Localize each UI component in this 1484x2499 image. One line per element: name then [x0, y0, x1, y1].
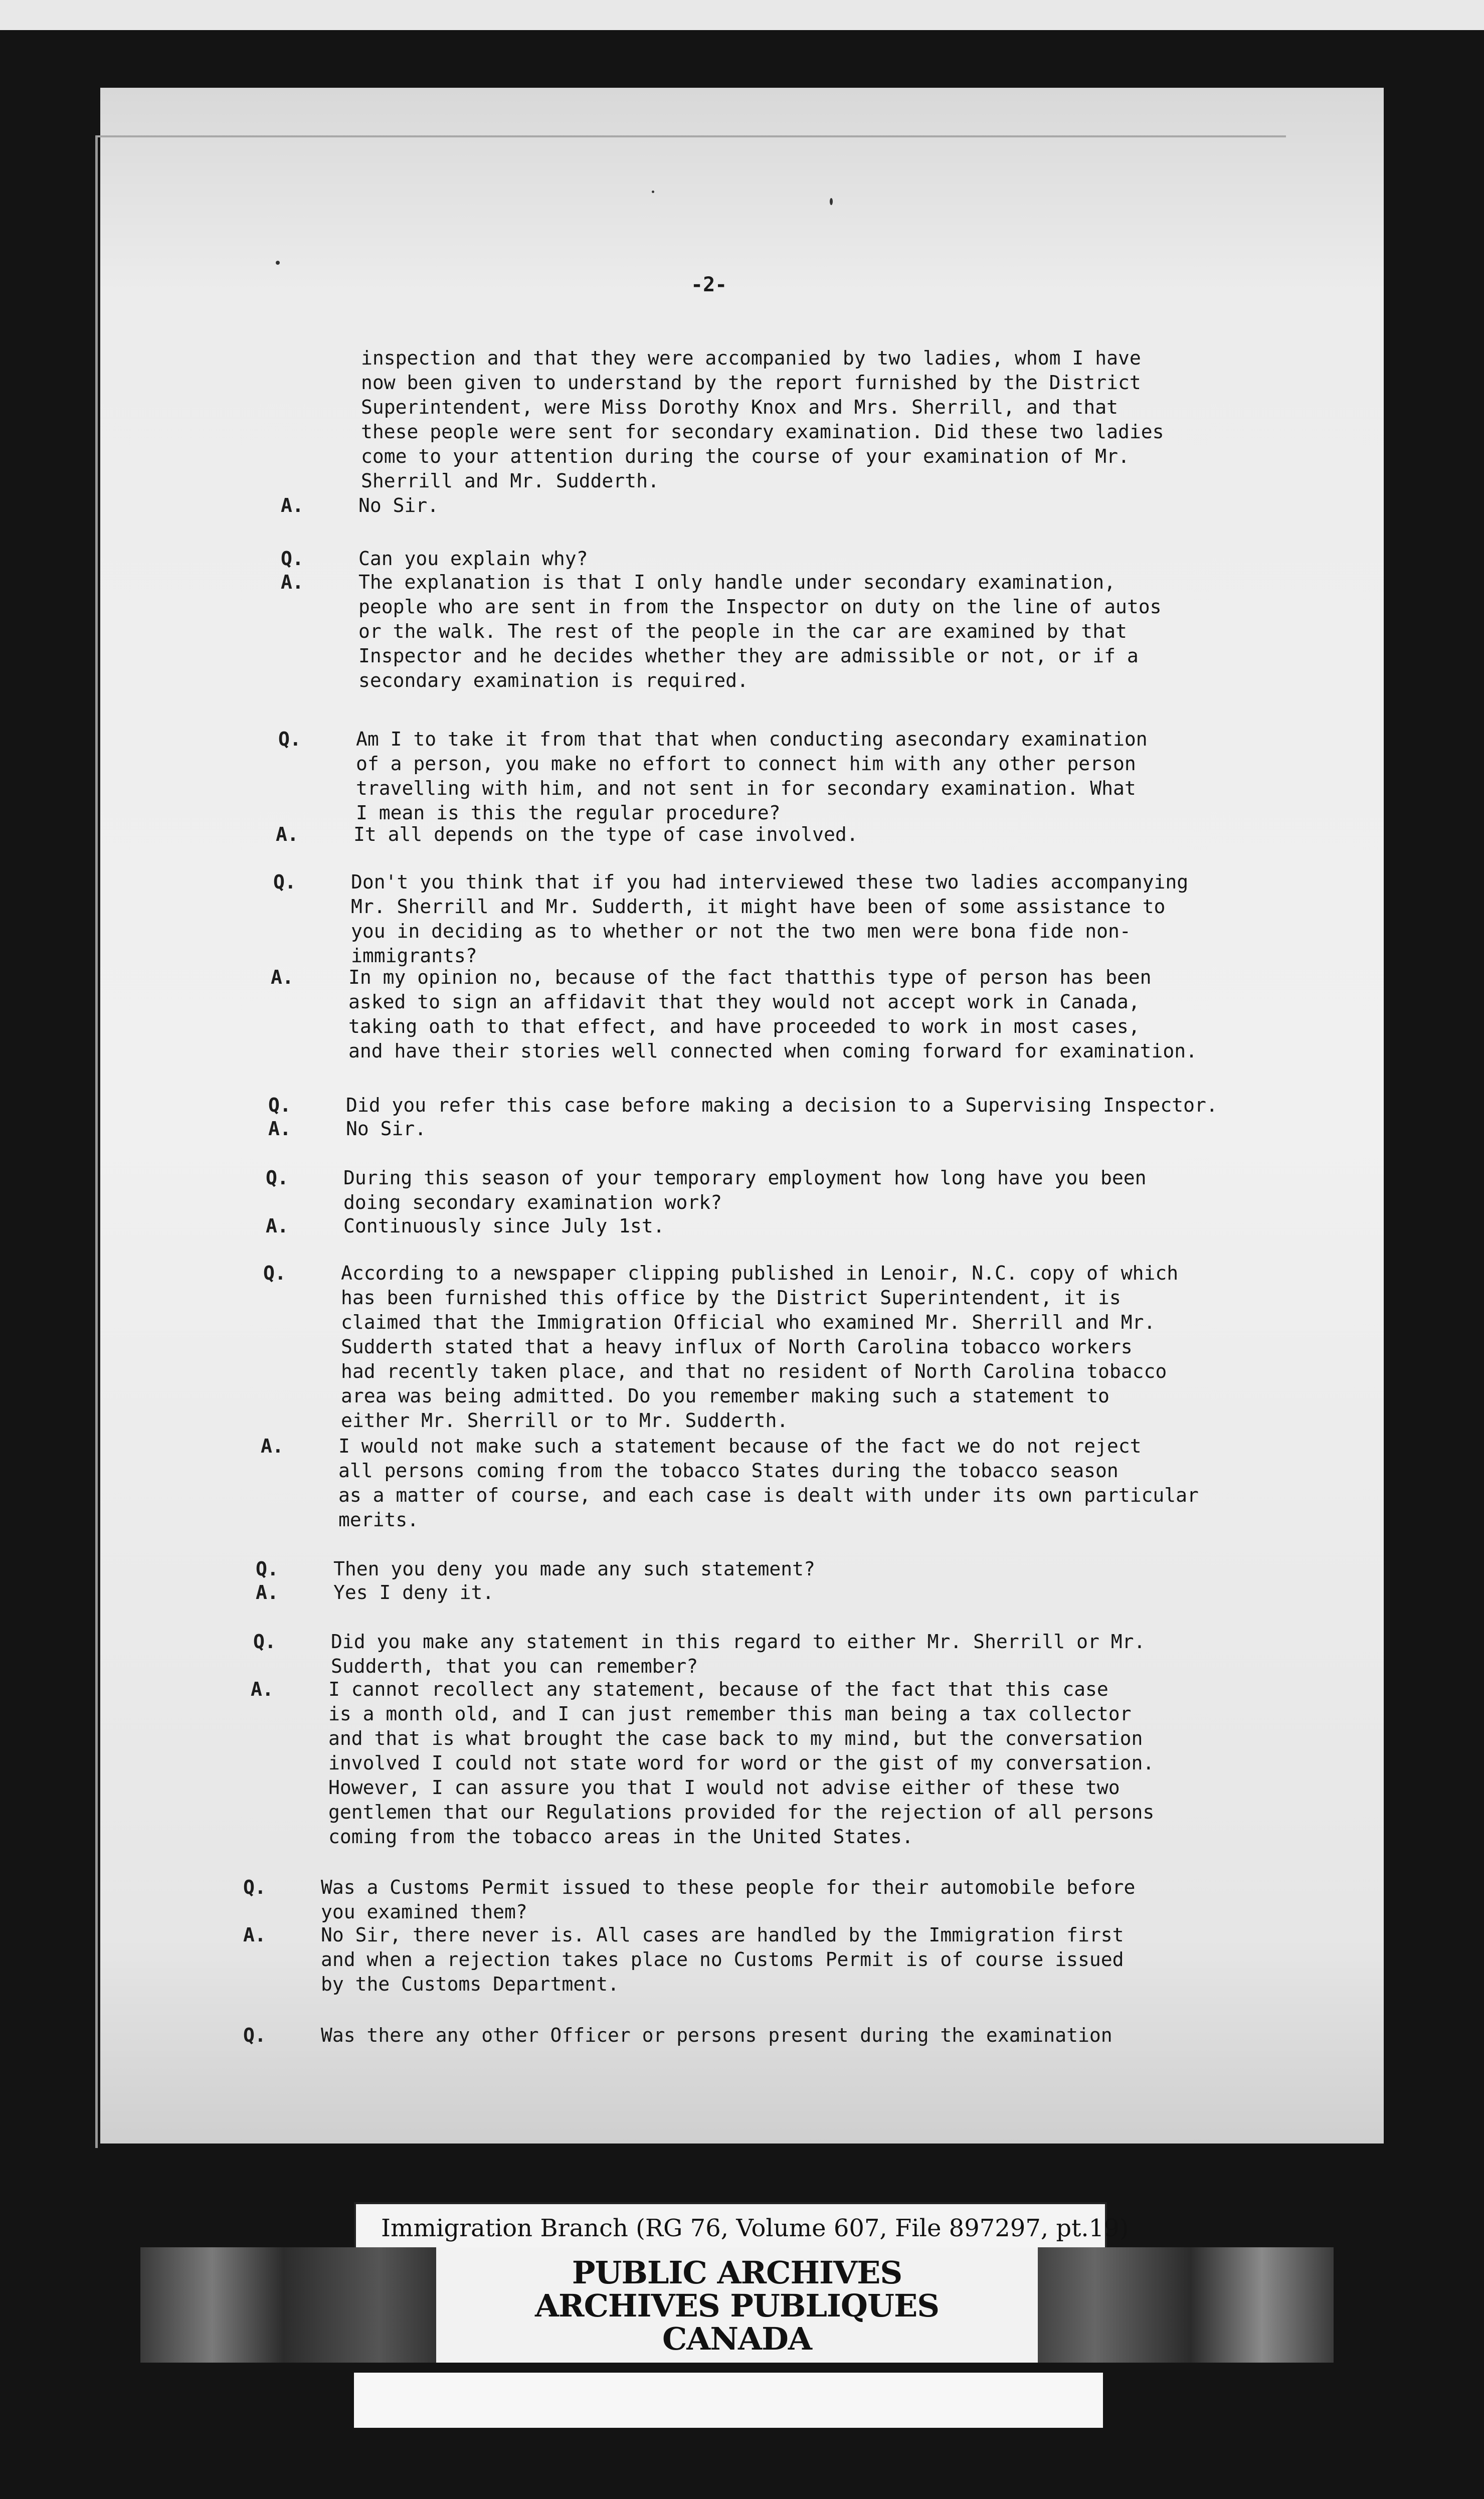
film-speck: [652, 191, 654, 193]
qa-line: [0, 1434, 1484, 1459]
qa-line: [0, 1286, 1484, 1310]
qa-line: [0, 1800, 1484, 1825]
qa-entry: [0, 1557, 1484, 1581]
qa-line: [0, 493, 1484, 518]
qa-text-line: these people were sent for secondary examination. Did these two ladies: [361, 421, 1164, 443]
qa-line: [0, 547, 1484, 571]
qa-text-line: immigrants?: [351, 945, 477, 967]
qa-entry: [0, 1875, 1484, 1924]
qa-line: [0, 870, 1484, 895]
qa-text-line: is a month old, and I can just remember this man being a tax collector: [328, 1703, 1132, 1725]
qa-text-line: Inspector and he decides whether they are admissible or not, or if a: [358, 645, 1139, 667]
qa-entry: [0, 1434, 1484, 1532]
qa-text-line: of a person, you make no effort to connect him with any other person: [356, 753, 1136, 775]
qa-line: [0, 822, 1484, 847]
answer-label: A.: [261, 1435, 284, 1457]
qa-line: [0, 1677, 1484, 1702]
qa-line: [0, 1751, 1484, 1775]
qa-line: [0, 1630, 1484, 1654]
qa-entry: [0, 493, 1484, 518]
qa-entry: [0, 1630, 1484, 1679]
qa-line: [0, 1923, 1484, 1947]
qa-entry: [0, 1923, 1484, 1997]
film-speck: [276, 261, 280, 265]
qa-line: [0, 1557, 1484, 1581]
film-label-strip: [354, 2373, 1103, 2428]
qa-line: [0, 1654, 1484, 1679]
qa-entry: [0, 346, 1484, 493]
qa-line: [0, 1117, 1484, 1141]
qa-line: [0, 727, 1484, 752]
qa-line: [0, 1039, 1484, 1063]
question-label: Q.: [268, 1094, 291, 1116]
answer-label: A.: [243, 1924, 266, 1946]
qa-text-line: Sherrill and Mr. Sudderth.: [361, 470, 659, 492]
qa-entry: [0, 965, 1484, 1063]
qa-entry: [0, 1677, 1484, 1849]
qa-entry: [0, 1093, 1484, 1118]
qa-text-line: either Mr. Sherrill or to Mr. Sudderth.: [341, 1409, 789, 1432]
answer-label: A.: [281, 494, 304, 516]
qa-text-line: Sudderth stated that a heavy influx of North Carolina tobacco workers: [341, 1336, 1133, 1358]
qa-text-line: coming from the tobacco areas in the United States.: [328, 1826, 913, 1848]
qa-line: [0, 919, 1484, 944]
qa-text-line: However, I can assure you that I would not advise either of these two: [328, 1776, 1120, 1799]
qa-entry: [0, 1261, 1484, 1433]
qa-entry: [0, 2023, 1484, 2048]
qa-line: [0, 776, 1484, 801]
qa-entry: [0, 570, 1484, 693]
qa-text-line: Was a Customs Permit issued to these people for their automobile before: [321, 1876, 1136, 1898]
answer-label: A.: [276, 823, 299, 845]
question-label: Q.: [243, 1876, 266, 1898]
qa-text-line: No Sir.: [358, 494, 439, 516]
qa-line: [0, 1972, 1484, 1997]
qa-text-line: Then you deny you made any such statement?: [333, 1558, 815, 1580]
answer-label: A.: [251, 1678, 274, 1700]
qa-line: [0, 1214, 1484, 1238]
question-label: Q.: [273, 871, 296, 893]
qa-text-line: No Sir.: [346, 1118, 427, 1140]
qa-text-line: Don't you think that if you had interviewed these two ladies accompanying: [351, 871, 1189, 893]
qa-line: [0, 371, 1484, 395]
qa-text-line: During this season of your temporary employment how long have you been: [343, 1167, 1147, 1189]
answer-label: A.: [266, 1215, 289, 1237]
qa-text-line: has been furnished this office by the District Superintendent, it is: [341, 1287, 1121, 1309]
qa-line: [0, 1261, 1484, 1286]
qa-text-line: inspection and that they were accompanied by two ladies, whom I have: [361, 347, 1141, 369]
qa-text-line: Sudderth, that you can remember?: [331, 1655, 698, 1677]
qa-text-line: Can you explain why?: [358, 548, 588, 570]
qa-text-line: merits.: [338, 1509, 419, 1531]
qa-text-line: According to a newspaper clipping published in Lenoir, N.C. copy of which: [341, 1262, 1179, 1284]
qa-line: [0, 965, 1484, 990]
qa-line: [0, 668, 1484, 693]
qa-line: [0, 801, 1484, 825]
qa-text-line: asked to sign an affidavit that they would not accept work in Canada,: [348, 991, 1140, 1013]
qa-line: [0, 1359, 1484, 1384]
qa-entry: [0, 870, 1484, 968]
qa-line: [0, 1483, 1484, 1508]
qa-text-line: had recently taken place, and that no resident of North Carolina tobacco: [341, 1360, 1167, 1382]
qa-line: [0, 1825, 1484, 1849]
qa-entry: [0, 1166, 1484, 1215]
qa-text-line: involved I could not state word for word or the gist of my conversation.: [328, 1752, 1155, 1774]
qa-line: [0, 619, 1484, 644]
qa-text-line: I would not make such a statement because of the fact we do not reject: [338, 1435, 1142, 1457]
qa-text-line: come to your attention during the course of your examination of Mr.: [361, 445, 1130, 467]
answer-label: A.: [256, 1581, 279, 1603]
qa-text-line: people who are sent in from the Inspector on duty on the line of autos: [358, 596, 1162, 618]
answer-label: A.: [271, 966, 294, 988]
qa-text-line: and when a rejection takes place no Customs Permit is of course issued: [321, 1948, 1124, 1971]
qa-line: [0, 469, 1484, 493]
qa-text-line: No Sir, there never is. All cases are handled by the Immigration first: [321, 1924, 1124, 1946]
qa-line: [0, 1580, 1484, 1605]
qa-line: [0, 895, 1484, 919]
qa-text-line: Continuously since July 1st.: [343, 1215, 665, 1237]
question-label: Q.: [243, 2024, 266, 2046]
qa-line: [0, 1726, 1484, 1751]
qa-line: [0, 1459, 1484, 1483]
question-label: Q.: [253, 1631, 276, 1653]
qa-text-line: Am I to take it from that that when conducting asecondary examination: [356, 728, 1148, 750]
question-label: Q.: [266, 1167, 289, 1189]
stamp-line-3: CANADA: [662, 2320, 812, 2357]
qa-text-line: and have their stories well connected when coming forward for examination.: [348, 1040, 1197, 1062]
answer-label: A.: [281, 571, 304, 593]
qa-line: [0, 1508, 1484, 1532]
qa-text-line: In my opinion no, because of the fact thatthis type of person has been: [348, 966, 1152, 988]
film-speck: [830, 198, 833, 205]
qa-line: [0, 1335, 1484, 1359]
qa-line: [0, 1408, 1484, 1433]
qa-line: [0, 1702, 1484, 1726]
qa-text-line: Mr. Sherrill and Mr. Sudderth, it might have been of some assistance to: [351, 896, 1166, 918]
qa-entry: [0, 1580, 1484, 1605]
answer-label: A.: [268, 1118, 291, 1140]
qa-line: [0, 752, 1484, 776]
qa-line: [0, 570, 1484, 595]
qa-text-line: claimed that the Immigration Official who examined Mr. Sherrill and Mr.: [341, 1311, 1156, 1333]
qa-line: [0, 444, 1484, 469]
qa-text-line: travelling with him, and not sent in for secondary examination. What: [356, 777, 1136, 799]
question-label: Q.: [281, 548, 304, 570]
qa-line: [0, 1775, 1484, 1800]
public-archives-stamp: [436, 2247, 1038, 2363]
qa-text-line: you examined them?: [321, 1901, 527, 1923]
qa-text-line: Superintendent, were Miss Dorothy Knox and Mrs. Sherrill, and that: [361, 396, 1118, 418]
qa-text-line: doing secondary examination work?: [343, 1191, 722, 1213]
qa-line: [0, 990, 1484, 1014]
qa-line: [0, 1310, 1484, 1335]
qa-text-line: gentlemen that our Regulations provided for the rejection of all persons: [328, 1801, 1155, 1823]
qa-line: [0, 1384, 1484, 1408]
qa-line: [0, 595, 1484, 619]
qa-text-line: taking oath to that effect, and have proceeded to work in most cases,: [348, 1015, 1140, 1037]
qa-line: [0, 1875, 1484, 1900]
qa-line: [0, 395, 1484, 420]
qa-text-line: by the Customs Department.: [321, 1973, 619, 1995]
stamp-line-1: PUBLIC ARCHIVES: [572, 2254, 902, 2291]
qa-line: [0, 1014, 1484, 1039]
qa-line: [0, 644, 1484, 668]
question-label: Q.: [256, 1558, 279, 1580]
qa-text-line: It all depends on the type of case involved.: [353, 823, 858, 845]
qa-text-line: area was being admitted. Do you remember making such a statement to: [341, 1385, 1109, 1407]
qa-text-line: all persons coming from the tobacco States during the tobacco season: [338, 1460, 1119, 1482]
page-number: -2-: [691, 273, 727, 296]
qa-line: [0, 1900, 1484, 1924]
qa-line: [0, 420, 1484, 444]
qa-text-line: Did you refer this case before making a decision to a Supervising Inspector.: [346, 1094, 1218, 1116]
qa-line: [0, 346, 1484, 371]
qa-text-line: Yes I deny it.: [333, 1581, 494, 1603]
qa-entry: [0, 1117, 1484, 1141]
qa-text-line: I cannot recollect any statement, because of the fact that this case: [328, 1678, 1108, 1700]
qa-line: [0, 2023, 1484, 2048]
qa-line: [0, 944, 1484, 968]
qa-text-line: as a matter of course, and each case is dealt with under its own particular: [338, 1484, 1199, 1506]
film-top-edge: [0, 0, 1484, 30]
qa-text-line: Was there any other Officer or persons present during the examination: [321, 2024, 1112, 2046]
qa-text-line: now been given to understand by the report furnished by the District: [361, 372, 1141, 394]
qa-text-line: secondary examination is required.: [358, 669, 749, 691]
qa-text-line: The explanation is that I only handle under secondary examination,: [358, 571, 1116, 593]
question-label: Q.: [278, 728, 301, 750]
archive-caption: Immigration Branch (RG 76, Volume 607, File 897297, pt.19): [381, 2214, 1129, 2242]
stamp-line-2: ARCHIVES PUBLIQUES: [534, 2287, 940, 2324]
qa-line: [0, 1093, 1484, 1118]
qa-entry: [0, 1214, 1484, 1238]
qa-line: [0, 1166, 1484, 1190]
qa-text-line: or the walk. The rest of the people in the car are examined by that: [358, 620, 1127, 642]
qa-text-line: I mean is this the regular procedure?: [356, 802, 781, 824]
qa-entry: [0, 822, 1484, 847]
qa-entry: [0, 547, 1484, 571]
qa-line: [0, 1190, 1484, 1215]
qa-text-line: and that is what brought the case back to my mind, but the conversation: [328, 1727, 1143, 1749]
qa-entry: [0, 727, 1484, 825]
question-label: Q.: [263, 1262, 286, 1284]
qa-text-line: Did you make any statement in this regard to either Mr. Sherrill or Mr.: [331, 1631, 1146, 1653]
qa-line: [0, 1947, 1484, 1972]
qa-text-line: you in deciding as to whether or not the two men were bona fide non-: [351, 920, 1131, 942]
